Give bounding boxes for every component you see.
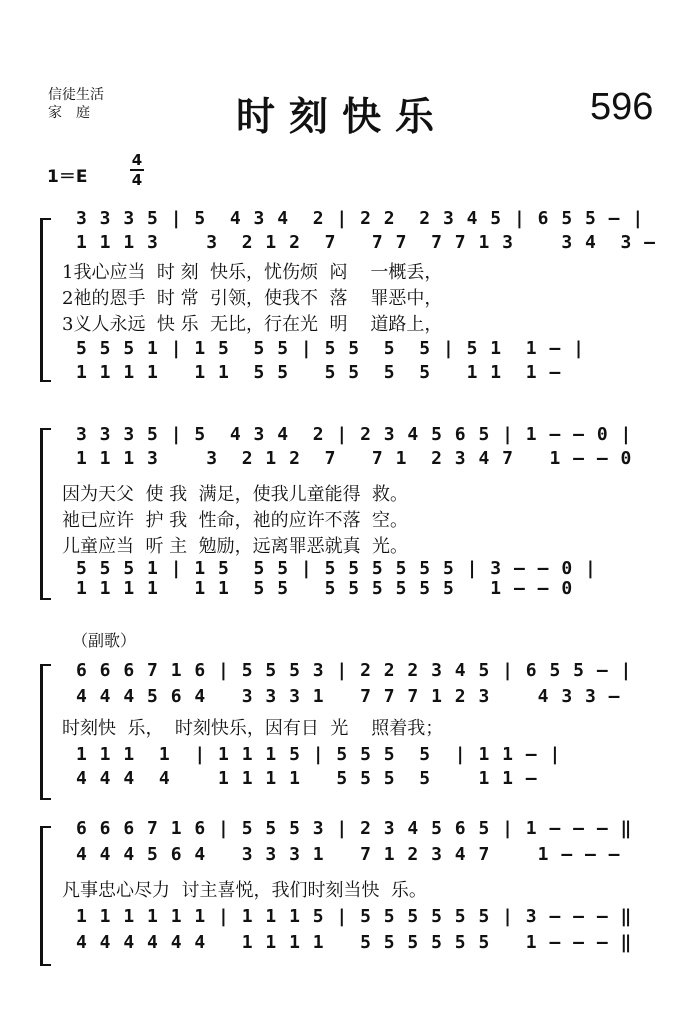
bass-line: 1 1 1 1 1 1 5 5 5 5 5 5 5 5 1 – – 0	[76, 578, 574, 599]
bass-line: 4 4 4 4 4 4 1 1 1 1 5 5 5 5 5 5 1 – – – ‖	[76, 932, 633, 953]
time-sig-top: 4	[131, 151, 143, 169]
soprano-line: 6 6 6 7 1 6 | 5 5 5 3 | 2 2 2 3 4 5 | 6 5 5 – |	[76, 660, 633, 681]
tenor-line: 5 5 5 1 | 1 5 5 5 | 5 5 5 5 | 5 1 1 – |	[76, 338, 585, 359]
hymn-number: 596	[590, 86, 654, 128]
time-signature	[130, 152, 144, 188]
category-label: 信徒生活	[48, 87, 104, 103]
lyric-verse-2: 祂已应许 护 我 性命，祂的应许不落 空。	[62, 510, 409, 531]
tenor-line: 1 1 1 1 | 1 1 1 5 | 5 5 5 5 | 1 1 – |	[76, 744, 562, 765]
alto-line: 1 1 1 3 3 2 1 2 7 7 7 7 7 1 3 3 4 3 –	[76, 232, 657, 253]
tenor-line: 5 5 5 1 | 1 5 5 5 | 5 5 5 5 5 5 | 3 – – 0 |	[76, 558, 597, 579]
bass-line: 1 1 1 1 1 1 5 5 5 5 5 5 1 1 1 –	[76, 362, 562, 383]
alto-line: 4 4 4 5 6 4 3 3 3 1 7 1 2 3 4 7 1 – – –	[76, 844, 621, 865]
alto-line: 1 1 1 3 3 2 1 2 7 7 1 2 3 4 7 1 – – 0	[76, 448, 633, 469]
system-brace	[40, 428, 51, 600]
lyric-verse-3: 儿童应当 听 主 勉励，远离罪恶就真 光。	[62, 536, 409, 557]
lyric-verse-1: 1我心应当 时 刻 快乐，忧伤烦 闷 一概丢，	[62, 262, 443, 283]
soprano-line: 3 3 3 5 | 5 4 3 4 2 | 2 3 4 5 6 5 | 1 – – 0 |	[76, 424, 633, 445]
hymn-title: 时刻快乐	[236, 94, 449, 140]
system-brace	[40, 826, 51, 966]
soprano-line: 6 6 6 7 1 6 | 5 5 5 3 | 2 3 4 5 6 5 | 1 – – – ‖	[76, 818, 633, 839]
time-sig-bottom: 4	[131, 171, 143, 189]
soprano-line: 3 3 3 5 | 5 4 3 4 2 | 2 2 2 3 4 5 | 6 5 5 – |	[76, 208, 645, 229]
key-signature: 1＝E	[47, 167, 88, 187]
system-brace	[40, 664, 51, 800]
lyric-chorus: 凡事忠心尽力 讨主喜悦，我们时刻当快 乐。	[62, 880, 427, 901]
system-brace	[40, 218, 51, 382]
subcategory-label: 家 庭	[48, 105, 90, 121]
bass-line: 4 4 4 4 1 1 1 1 5 5 5 5 1 1 –	[76, 768, 538, 789]
lyric-verse-2: 2祂的恩手 时 常 引领，使我不 落 罪恶中，	[62, 288, 443, 309]
tenor-line: 1 1 1 1 1 1 | 1 1 1 5 | 5 5 5 5 5 5 | 3 – – – ‖	[76, 906, 633, 927]
lyric-chorus: 时刻快 乐， 时刻快乐，因有日 光 照着我；	[62, 718, 444, 739]
chorus-label: （副歌）	[72, 631, 137, 650]
lyric-verse-1: 因为天父 使 我 满足，使我儿童能得 救。	[62, 484, 409, 505]
lyric-verse-3: 3义人永远 快 乐 无比，行在光 明 道路上，	[62, 314, 443, 335]
alto-line: 4 4 4 5 6 4 3 3 3 1 7 7 7 1 2 3 4 3 3 –	[76, 686, 621, 707]
